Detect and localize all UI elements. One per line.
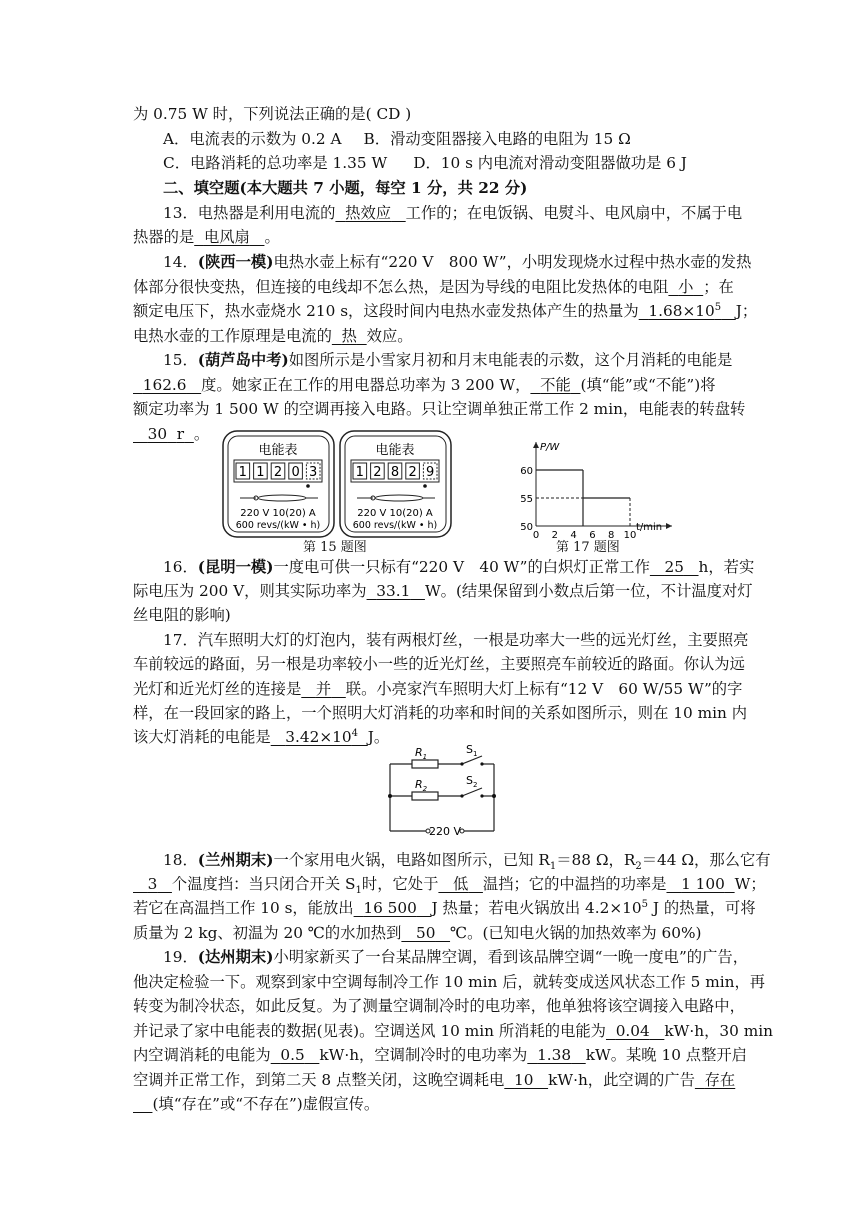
meter-digit: 1 — [238, 465, 247, 480]
question-18-cont: 若它在高温挡工作 10 s，能放出 16 500 J 热量；若电火锅放出 $4.2\times 10^5$ J 的热量，可将 — [133, 898, 756, 917]
answer-blank: 3 — [147, 875, 158, 893]
question-16: 16．(昆明一模)一度电可供一只标有“220 V 40 W”的白炽灯正常工作 25 h，若实 — [163, 558, 755, 576]
answer-blank — [133, 1095, 152, 1113]
question-16-cont: 丝电阻的影响) — [133, 606, 231, 624]
answer-blank: 存在 — [704, 1071, 736, 1089]
option-a: A．电流表的示数为 0.2 A B．滑动变阻器接入电路的电阻为 15 Ω — [163, 130, 631, 148]
meter-title: 电能表 — [375, 443, 415, 458]
x-tick-label: 6 — [589, 530, 596, 541]
question-source: (葫芦岛中考) — [197, 351, 289, 369]
question-14-cont: 体部分很快变热，但连接的电线却不怎么热，是因为导线的电阻比发热体的电阻 小 ；在 — [133, 278, 734, 296]
figure-17-caption: 第 17 题图 — [556, 540, 620, 555]
meter-digit: 3 — [309, 465, 318, 480]
meter-digit: 2 — [408, 465, 417, 480]
x-tick-label: 0 — [532, 530, 540, 541]
question-19: 19．(达州期末)小明家新买了一台某品牌空调，看到该品牌空调“一晚一度电”的广告， — [163, 948, 748, 966]
option-c: C．电路消耗的总功率是 1.35 W D．10 s 内电流对滑动变阻器做功是 6 J — [163, 154, 687, 172]
question-18: 18．(兰州期末)一个家用电火锅，电路如图所示，已知 $R_1=88$ Ω，$R_2=44$ Ω，那么它有 — [163, 851, 771, 873]
meter-digit: 2 — [373, 465, 382, 480]
question-19-cont: 空调并正常工作，到第二天 8 点整关闭，这晚空调耗电 10 kW·h，此空调的广告 存在 — [133, 1071, 736, 1089]
question-18-cont: 质量为 2 kg、初温为 20 ℃的水加热到 50 ℃。(已知电火锅的加热效率为 60%) — [133, 924, 702, 942]
question-source: (昆明一模) — [197, 558, 274, 576]
answer-blank: 0.04 — [615, 1022, 650, 1040]
x-tick-label: 8 — [608, 530, 615, 541]
question-19-cont: 内空调消耗的电能为 0.5 kW·h，空调制冷时的电功率为 1.38 kW。某晚 10 点整开启 — [133, 1046, 747, 1064]
option-b: B．滑动变阻器接入电路的电阻为 15 Ω — [363, 130, 631, 148]
meter-revs: 600 revs/(kW • h) — [352, 520, 438, 531]
question-17-cont: 样，在一段回家的路上，一个照明大灯消耗的功率和时间的关系如图所示，则在 10 min 内 — [133, 704, 747, 722]
meter-digit: 1 — [256, 465, 265, 480]
meter-digit: 9 — [426, 465, 435, 480]
question-14: 14．(陕西一模)电热水壶上标有“220 V 800 W”，小明发现烧水过程中热水壶的发热 — [163, 253, 752, 271]
meter-rating: 220 V 10(20) A — [240, 508, 316, 519]
question-18-cont: 3 个温度挡：当只闭合开关 $S_1$时，它处于 低 温挡；它的中温挡的功率是 1 100 W； — [133, 874, 766, 894]
label-s1: $S_1$ — [466, 744, 478, 758]
question-14-cont: 额定电压下，热水壶烧水 210 s，这段时间内电热水壶发热体产生的热量为 $1.68\times 10^5$ J； — [133, 301, 758, 320]
answer-blank: 热效应 — [345, 204, 392, 222]
question-19-cont: 转变为制冷状态，如此反复。为了测量空调制冷时的电功率，他单独将该空调接入电路中， — [133, 997, 745, 1015]
figure-15-caption: 第 15 题图 — [303, 540, 367, 555]
question-17-cont: 光灯和近光灯丝的连接是 并 联。小亮家汽车照明大灯上标有“12 V 60 W/55 W”的字 — [133, 680, 743, 698]
question-14-cont: 电热水壶的工作原理是电流的 热 效应。 — [133, 327, 413, 345]
y-axis-arrow — [533, 442, 539, 448]
option-d: D．10 s 内电流对滑动变阻器做功是 6 J — [413, 154, 687, 172]
question-15-cont: 30 r 。 — [133, 424, 209, 444]
x-tick-label: 10 — [623, 530, 637, 541]
question-19-cont: 并记录了家中电能表的数据(见表)。空调送风 10 min 所消耗的电能为 0.04 kW·h，30 min — [133, 1022, 773, 1040]
answer-blank: 不能 — [540, 376, 571, 394]
answer-blank: 电风扇 — [203, 228, 250, 246]
answer-blank: 50 — [415, 924, 436, 942]
resistor-r1 — [412, 760, 438, 768]
meter-digit: 8 — [390, 465, 400, 480]
label-s2: $S_2$ — [466, 774, 478, 789]
meter-title: 电能表 — [258, 443, 298, 458]
question-19-cont: (填“存在”或“不存在”)虚假宣传。 — [133, 1094, 379, 1114]
x-tick-label: 2 — [551, 530, 558, 541]
y-tick-label: 50 — [520, 522, 533, 533]
question-16-cont: 际电压为 200 V，则其实际功率为 33.1 W。(结果保留到小数点后第一位，不计温度对灯 — [133, 582, 753, 600]
question-13-cont: 热器的是 电风扇 。 — [133, 228, 280, 246]
answer-blank: 低 — [453, 875, 469, 893]
meter-digit: 0 — [291, 465, 300, 480]
label-r2: $R_2$ — [415, 778, 428, 793]
x-axis-arrow — [666, 523, 672, 529]
question-source: (达州期末) — [197, 948, 274, 966]
answer-blank: 10 — [514, 1071, 534, 1089]
x-tick-label: 4 — [570, 530, 577, 541]
meter-rating: 220 V 10(20) A — [357, 508, 433, 519]
answer-blank: 1.38 — [537, 1046, 572, 1064]
circuit-diagram — [386, 744, 502, 838]
answer-blank: 0.5 — [280, 1046, 305, 1064]
answer-blank: 25 — [664, 558, 684, 576]
question-17-cont: 车前较远的路面，另一根是功率较小一些的近光灯丝，主要照亮车前较近的路面。你认为远 — [133, 655, 745, 673]
question-15-cont: 额定功率为 1 500 W 的空调再接入电路。只让空调单独正常工作 2 min，电能表的转盘转 — [133, 400, 746, 418]
question-17-cont: 该大灯消耗的电能是 $3.42\times 10^4$ J。 — [133, 727, 390, 746]
answer-blank: 162.6 — [142, 376, 187, 394]
question-19-cont: 他决定检验一下。观察到家中空调每制冷工作 10 min 后，就转变成送风状态工作 5 min，再 — [133, 973, 766, 991]
answer-blank: $1.68\times 10^5$ — [648, 301, 722, 320]
power-time-chart — [512, 436, 682, 544]
meter-digit: 2 — [273, 465, 283, 480]
question-source: (兰州期末) — [197, 851, 274, 869]
resistor-r2 — [412, 792, 438, 800]
answer-blank: 33.1 — [376, 582, 411, 600]
y-tick-label: 60 — [520, 466, 533, 477]
answer-blank: 1 100 — [681, 875, 725, 893]
question-15-cont: 162.6 度。她家正在工作的用电器总功率为 3 200 W， 不能 (填“能”或“不能”)将 — [133, 375, 716, 395]
x-axis-label: t/min — [636, 522, 663, 533]
section-heading: 二、填空题(本大题共 7 小题，每空 1 分，共 22 分) — [163, 179, 528, 197]
y-axis-label: P/W — [540, 442, 560, 453]
question-source: (陕西一模) — [197, 253, 274, 271]
answer-blank: 小 — [678, 278, 694, 296]
label-voltage: 220 V — [428, 825, 462, 838]
prev-question-line: 为 0.75 W 时，下列说法正确的是( CD ) — [133, 105, 412, 123]
answer-blank: $3.42\times 10^4$ — [285, 727, 358, 746]
question-17: 17．汽车照明大灯的灯泡内，装有两根灯丝，一根是功率大一些的远光灯丝，主要照亮 — [163, 631, 749, 649]
answer-blank: 热 — [341, 327, 357, 345]
label-r1: $R_1$ — [415, 746, 428, 761]
question-13: 13．电热器是利用电流的 热效应 工作的；在电饭锅、电熨斗、电风扇中，不属于电 — [163, 204, 743, 222]
meter-right — [340, 431, 451, 537]
meter-digit: 1 — [355, 465, 364, 480]
question-15: 15．(葫芦岛中考)如图所示是小雪家月初和月末电能表的示数，这个月消耗的电能是 — [163, 351, 733, 369]
answer-blank: 30 r — [147, 425, 185, 443]
switch-s2 — [462, 788, 482, 796]
answer-blank: 16 500 — [363, 899, 417, 917]
meter-revs: 600 revs/(kW • h) — [235, 520, 321, 531]
answer-blank: 并 — [315, 680, 332, 698]
y-tick-label: 55 — [520, 494, 533, 505]
meter-left — [223, 431, 334, 537]
meters-figure — [222, 430, 452, 540]
